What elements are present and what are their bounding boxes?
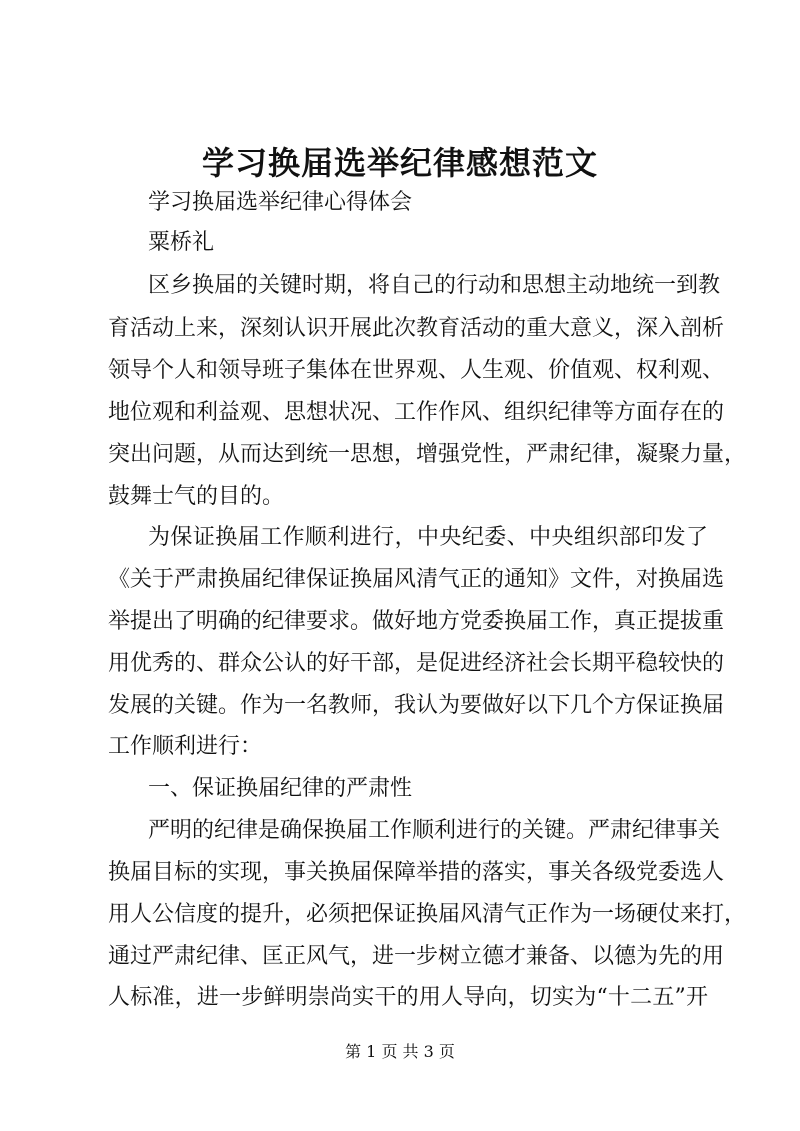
paragraph-line: 换届目标的实现，事关换届保障举措的落实，事关各级党委选人 [108,860,725,885]
paragraph-line: 育活动上来，深刻认识开展此次教育活动的重大意义，深入剖析 [108,316,725,341]
paragraph-line: 为保证换届工作顺利进行，中央纪委、中央组织部印发了 [148,525,708,550]
paragraph-line: 严明的纪律是确保换届工作顺利进行的关键。严肃纪律事关 [148,818,721,843]
document-title: 学习换届选举纪律感想范文 [201,144,598,182]
page-footer: 第 1 页 共 3 页 [345,1042,455,1061]
paragraph-line: 用优秀的、群众公认的好干部，是促进经济社会长期平稳较快的 [108,651,725,676]
paragraph-line: 工作顺利进行： [108,734,263,759]
paragraph-line: 突出问题，从而达到统一思想，增强党性，严肃纪律，凝聚力量， [108,442,747,467]
paragraph-line: 领导个人和领导班子集体在世界观、人生观、价值观、权利观、 [108,358,725,383]
paragraph-line: 地位观和利益观、思想状况、工作作风、组织纪律等方面存在的 [108,400,725,425]
author-line: 粟桥礼 [148,230,215,255]
paragraph-line: 用人公信度的提升，必须把保证换届风清气正作为一场硬仗来打， [108,902,747,927]
paragraph-line: 发展的关键。作为一名教师，我认为要做好以下几个方保证换届 [108,693,725,718]
paragraph-line: 通过严肃纪律、匡正风气，进一步树立德才兼备、以德为先的用 [108,944,725,969]
paragraph-line: 举提出了明确的纪律要求。做好地方党委换届工作，真正提拔重 [108,609,725,634]
section-heading: 一、保证换届纪律的严肃性 [148,776,413,801]
paragraph-line: 区乡换届的关键时期，将自己的行动和思想主动地统一到教 [148,273,721,298]
paragraph-line: 人标准，进一步鲜明崇尚实干的用人导向，切实为“十二五”开 [108,985,708,1010]
paragraph-line: 《关于严肃换届纪律保证换届风清气正的通知》文件，对换届选 [108,567,725,592]
subtitle-line: 学习换届选举纪律心得体会 [148,190,413,215]
paragraph-line: 鼓舞士气的目的。 [108,484,285,509]
